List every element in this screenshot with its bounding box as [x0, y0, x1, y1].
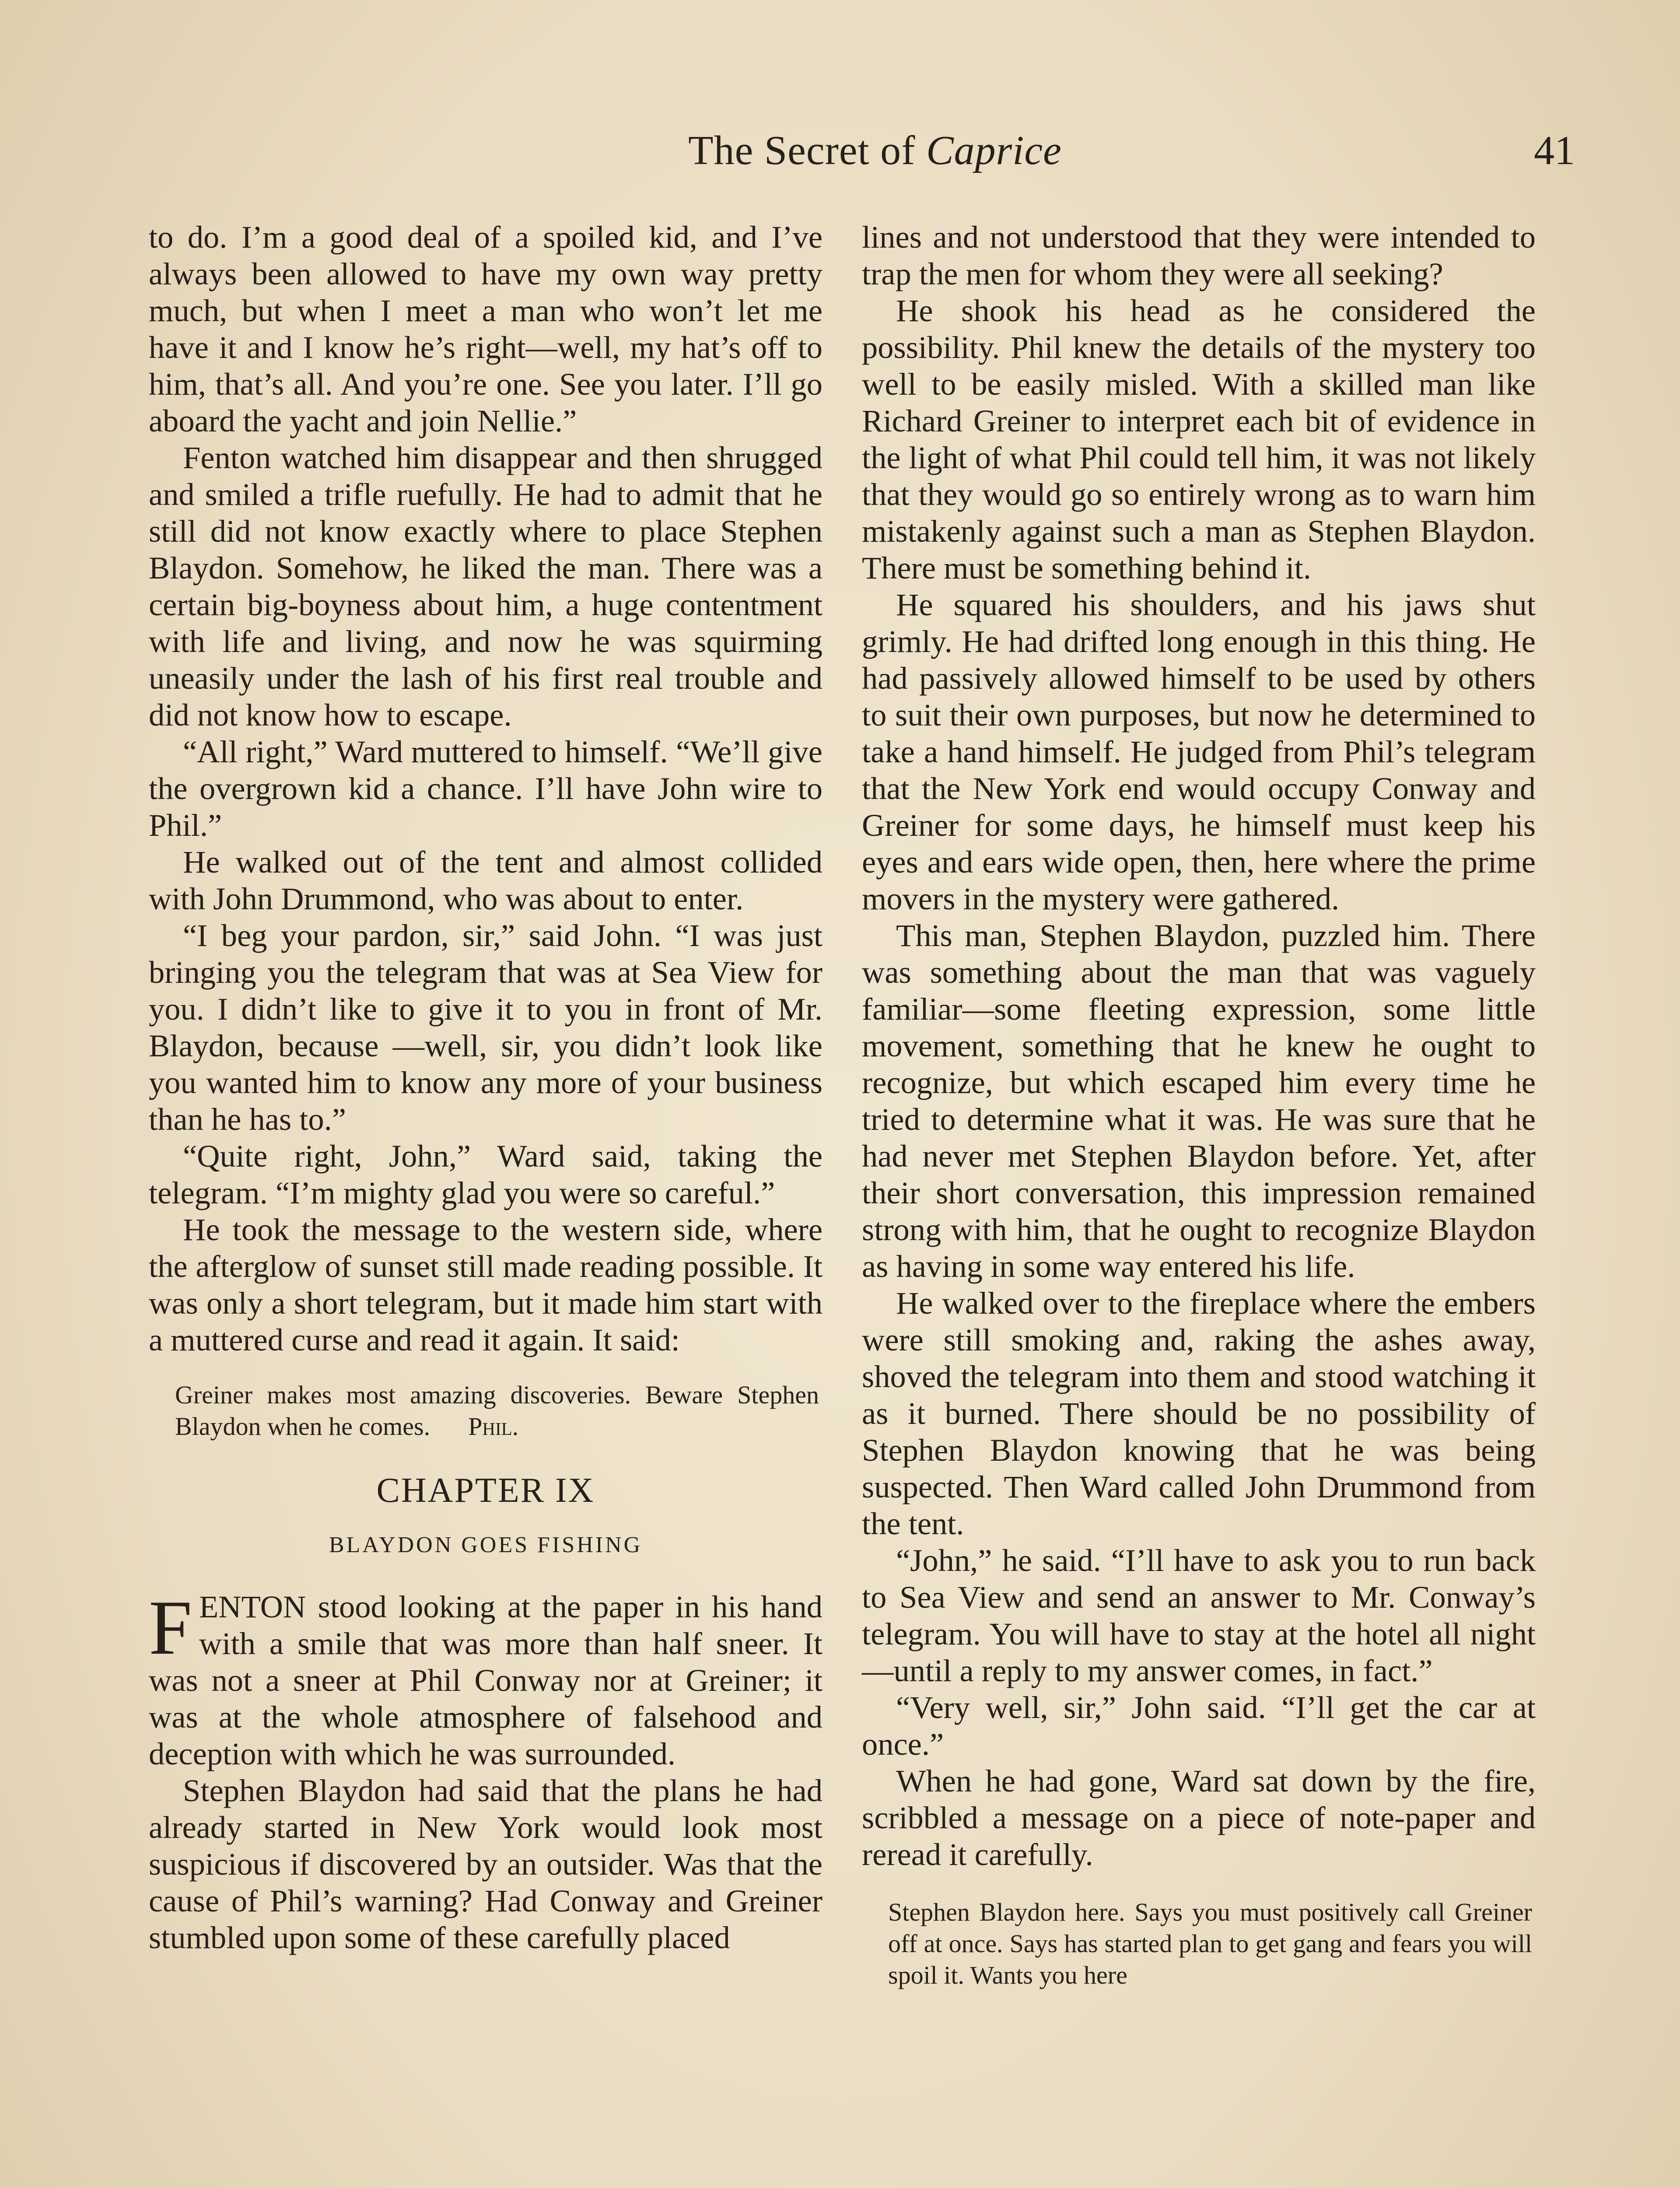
- paragraph: He shook his head as he considered the possibility. Phil knew the details of the mystery too well to be easily misled. With a skilled man like Richard Greiner to interpret each bit of evidence in the light of what Phil could tell him, it was not likely that they would go so entirely wrong as to warn him mistakenly against such a man as Stephen Blaydon. There must be something behind it.: [862, 293, 1536, 586]
- telegram-quote: [862, 1897, 1536, 1991]
- paragraph: When he had gone, Ward sat down by the fire, scribbled a message on a piece of note-paper and reread it carefully.: [862, 1763, 1536, 1872]
- right-column: [862, 219, 1536, 2011]
- page-number: 41: [1534, 128, 1575, 173]
- running-head: [569, 127, 1181, 174]
- telegram-signature: Phil.: [468, 1412, 519, 1441]
- left-column: [149, 219, 822, 1956]
- paragraph: “All right,” Ward muttered to himself. “We’ll give the overgrown kid a chance. I’ll have John wire to Phil.”: [149, 734, 822, 843]
- paragraph: He squared his shoulders, and his jaws shut grimly. He had drifted long enough in this thing. He had passively allowed himself to be used by others to suit their own purposes, but now he determined to take a hand himself. He judged from Phil’s telegram that the New York end would occupy Conway and Greiner for some days, he himself must keep his eyes and ears wide open, then, here where the prime movers in the mystery were gathered.: [862, 587, 1536, 916]
- running-head-title-italic: Caprice: [926, 128, 1062, 173]
- telegram-quote: [149, 1379, 822, 1442]
- paragraph: “Quite right, John,” Ward said, taking the telegram. “I’m mighty glad you were so careful.”: [149, 1138, 822, 1210]
- telegram-text: Stephen Blaydon here. Says you must positively call Greiner off at once. Says has started plan to get gang and fears you will spoil it. Wants you here: [888, 1898, 1532, 1989]
- paragraph: He walked out of the tent and almost collided with John Drummond, who was about to enter.: [149, 844, 822, 916]
- paragraph: “I beg your pardon, sir,” said John. “I was just bringing you the telegram that was at Sea View for you. I didn’t like to give it to you in front of Mr. Blaydon, because —well, sir, you didn’t look like you wanted him to know any more of your business than he has to.”: [149, 918, 822, 1137]
- paragraph-dropcap: [149, 1584, 822, 1772]
- paragraph: to do. I’m a good deal of a spoiled kid, and I’ve always been allowed to have my own way pretty much, but when I meet a man who won’t let me have it and I know he’s right—well, my hat’s off to him, that’s all. And you’re one. See you later. I’ll go aboard the yacht and join Nellie.”: [149, 219, 822, 438]
- chapter-title: CHAPTER IX: [376, 1471, 595, 1510]
- paragraph: “Very well, sir,” John said. “I’ll get the car at once.”: [862, 1690, 1536, 1762]
- drop-cap: F: [149, 1584, 192, 1671]
- paragraph: lines and not understood that they were intended to trap the men for whom they were all seeking?: [862, 219, 1536, 291]
- paragraph: This man, Stephen Blaydon, puzzled him. There was something about the man that was vaguely familiar—some fleeting expression, some little movement, something that he knew he ought to recognize, but which escaped him every time he tried to determine what it was. He was sure that he had never met Stephen Blaydon before. Yet, after their short conversation, this impression remained strong with him, that he ought to recognize Blaydon as having in some way entered his life.: [862, 918, 1536, 1284]
- paragraph: “John,” he said. “I’ll have to ask you to run back to Sea View and send an answer to Mr. Conway’s telegram. You will have to stay at the hotel all night—until a reply to my answer comes, in fact.”: [862, 1543, 1536, 1688]
- paragraph-text: ENTON stood looking at the paper in his hand with a smile that was more than half sneer. It was not a sneer at Phil Conway nor at Greiner; it was at the whole atmosphere of falsehood and deception with which he was surrounded.: [149, 1589, 822, 1771]
- paragraph: Stephen Blaydon had said that the plans he had already started in New York would look most suspicious if discovered by an outsider. Was that the cause of Phil’s warning? Had Conway and Greiner stumbled upon some of these carefully placed: [149, 1773, 822, 1955]
- chapter-subtitle: BLAYDON GOES FISHING: [329, 1532, 643, 1557]
- paragraph: Fenton watched him disappear and then shrugged and smiled a trifle ruefully. He had to admit that he still did not know exactly where to place Stephen Blaydon. Somehow, he liked the man. There was a certain big-boyness about him, a huge contentment with life and living, and now he was squirming uneasily under the lash of his first real trouble and did not know how to escape.: [149, 440, 822, 733]
- telegram-text: Greiner makes most amazing discoveries. Beware Stephen Blaydon when he comes.: [175, 1381, 819, 1441]
- paragraph: He walked over to the fireplace where the embers were still smoking and, raking the ashes away, shoved the telegram into them and stood watching it as it burned. There should be no possibility of Stephen Blaydon knowing that he was being suspected. Then Ward called John Drummond from the tent.: [862, 1285, 1536, 1541]
- paragraph: He took the message to the western side, where the afterglow of sunset still made reading possible. It was only a short telegram, but it made him start with a muttered curse and read it again. It said:: [149, 1212, 822, 1357]
- running-head-title: The Secret of: [688, 128, 916, 173]
